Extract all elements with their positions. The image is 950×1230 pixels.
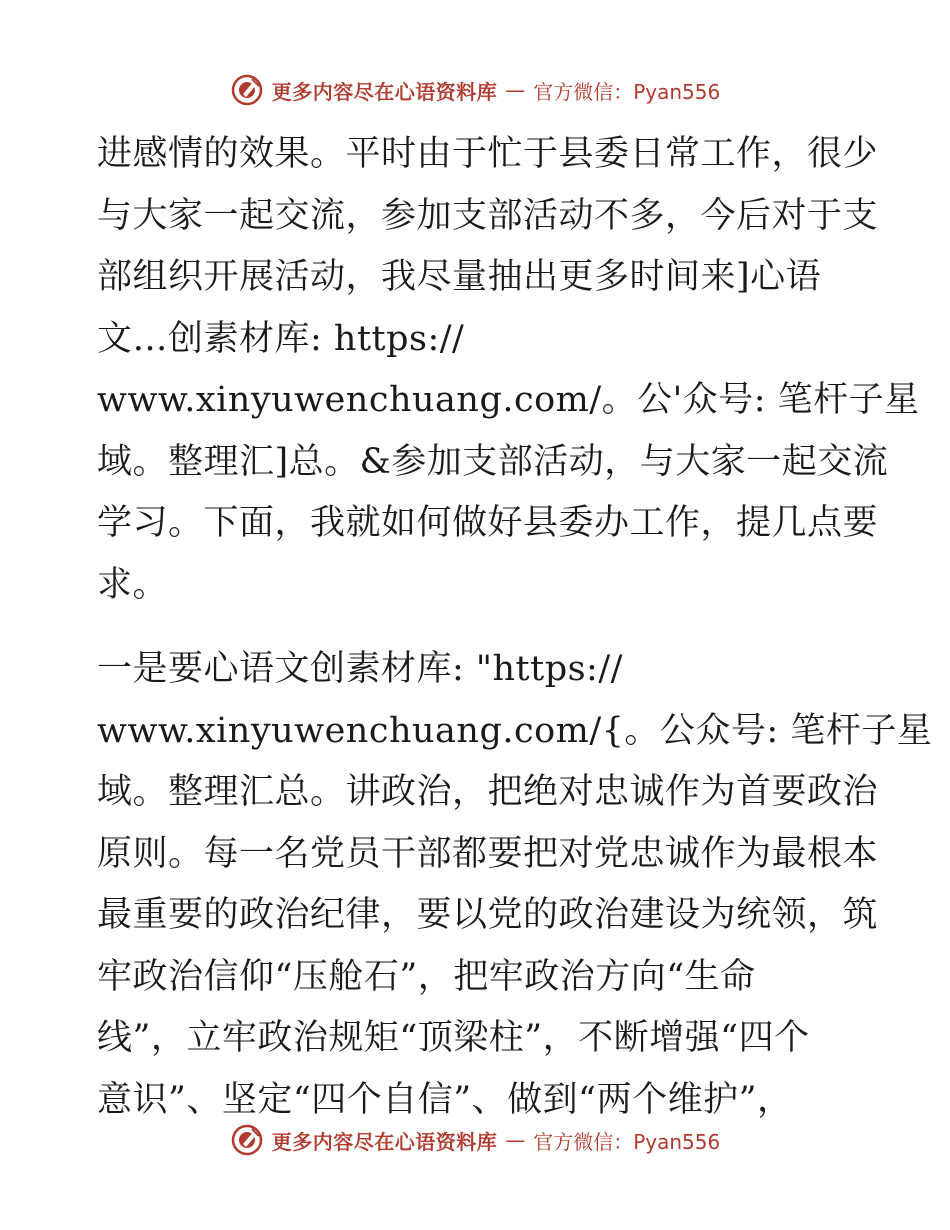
document-body: [97, 124, 933, 1131]
footer-wechat-text: 官方微信：Pyan556: [533, 1129, 721, 1154]
footer-dash: —: [505, 1128, 526, 1152]
body-line: 最重要的政治纪律，要以党的政治建设为统领，筑: [97, 895, 879, 935]
header-dash: —: [505, 78, 526, 102]
body-line: 域。整理汇]总。&参加支部活动，与大家一起交流: [97, 441, 889, 482]
body-line: 牢政治信仰“压舱石”，把牢政治方向“生命: [97, 956, 756, 997]
body-line: 文…创素材库: https://: [97, 318, 465, 359]
body-line: www.xinyuwenchuang.com/。公'众号: 笔杆子星: [97, 380, 920, 420]
body-line: 一是要心语文创素材库: "https://: [97, 649, 623, 689]
body-line: 部组织开展活动，我尽量抽出更多时间来]心语: [97, 257, 822, 297]
body-line: 域。整理汇总。讲政治，把绝对忠诚作为首要政治: [97, 772, 879, 812]
body-line: 原则。每一名党员干部都要把对党忠诚作为最根本: [97, 833, 879, 874]
body-line: 与大家一起交流，参加支部活动不多，今后对于支: [97, 195, 879, 236]
pen-nib-circle-icon: [230, 73, 264, 107]
footer-brand-text: 更多内容尽在心语资料库: [271, 1129, 498, 1154]
body-line: 进感情的效果。平时由于忙于县委日常工作，很少: [97, 134, 879, 174]
body-line: 学习。下面，我就如何做好县委办工作，提几点要: [97, 503, 879, 543]
body-line: 意识”、坚定“四个自信”、做到“两个维护”，: [97, 1079, 793, 1120]
pen-nib-circle-icon: [230, 1123, 264, 1157]
body-line: 求。: [97, 564, 169, 605]
body-line: 线”，立牢政治规矩“顶梁柱”，不断增强“四个: [97, 1018, 810, 1058]
header-wechat-text: 官方微信：Pyan556: [533, 79, 721, 104]
body-line: www.xinyuwenchuang.com/{。公众号: 笔杆子星: [97, 710, 933, 751]
paragraph-gap: [97, 616, 857, 639]
page-header-banner: [0, 70, 950, 110]
header-brand-text: 更多内容尽在心语资料库: [271, 79, 498, 104]
page-footer-banner: [0, 1120, 950, 1160]
